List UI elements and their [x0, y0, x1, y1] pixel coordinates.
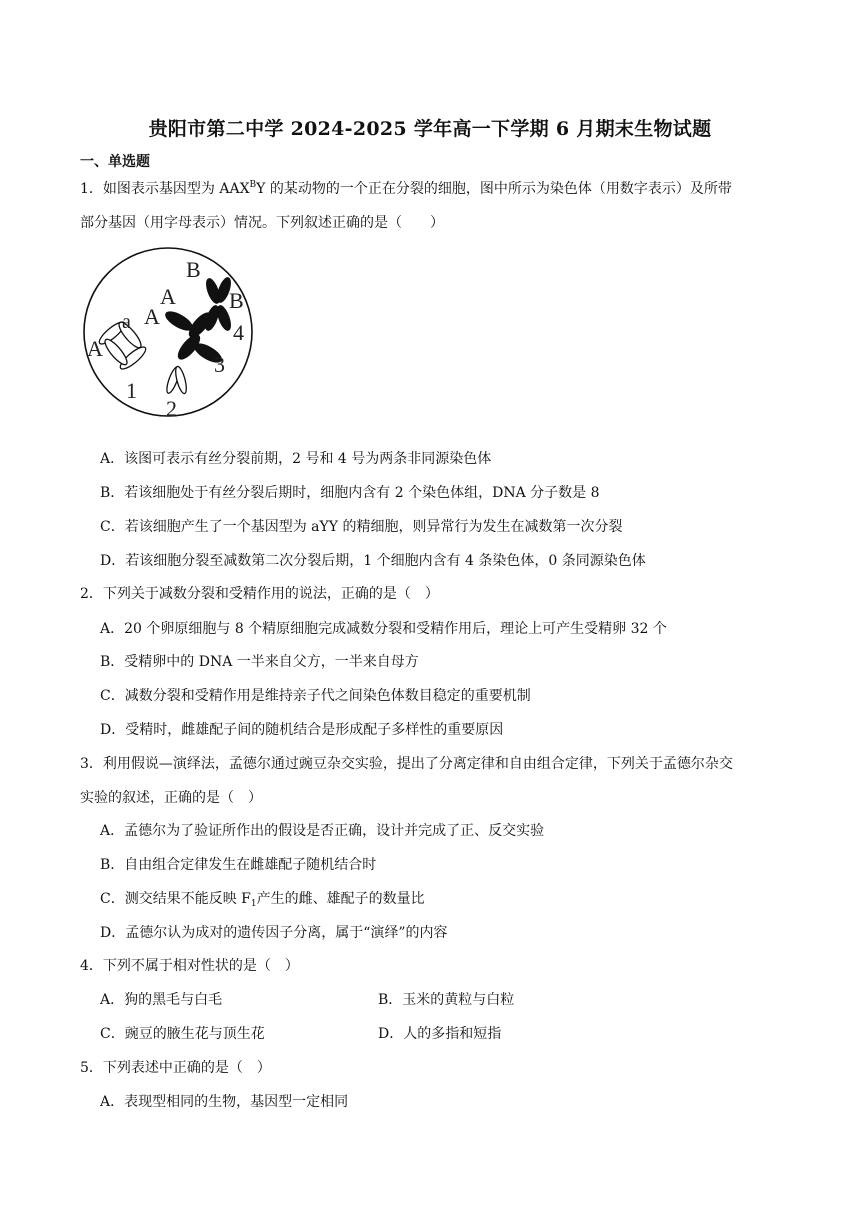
- q4-option-c: C．豌豆的腋生花与顶生花: [100, 1026, 265, 1042]
- q1-option-d: D．若该细胞分裂至减数第二次分裂后期，1 个细胞内含有 4 条染色体，0 条同源染色体: [100, 553, 646, 569]
- section-heading: 一、单选题: [80, 154, 150, 170]
- q2-option-d: D．受精时，雌雄配子间的随机结合是形成配子多样性的重要原因: [100, 722, 504, 738]
- q4-option-b: B．玉米的黄粒与白粒: [378, 992, 515, 1008]
- q5-stem: 5．下列表述中正确的是（ ）: [80, 1060, 271, 1076]
- allele-label-A-3: A: [160, 284, 176, 309]
- q3-stem-line1: 3．利用假说—演绎法，孟德尔通过豌豆杂交实验，提出了分离定律和自由组合定律，下列关于孟德尔杂交: [80, 756, 733, 772]
- chromosome-number-4: 4: [233, 320, 244, 345]
- q1-stem-part2: Y 的某动物的一个正在分裂的细胞，图中所示为染色体（用数字表示）及所带: [256, 181, 732, 197]
- q3-option-c-part2: 产生的雌、雄配子的数量比: [256, 891, 425, 907]
- chromosome-number-3: 3: [214, 352, 225, 377]
- q3-option-c-part1: C．测交结果不能反映 F: [100, 891, 251, 907]
- q1-option-b: B．若该细胞处于有丝分裂后期时，细胞内含有 2 个染色体组，DNA 分子数是 8: [100, 485, 600, 501]
- allele-label-A-2: A: [144, 304, 160, 329]
- q2-stem: 2．下列关于减数分裂和受精作用的说法，正确的是（ ）: [80, 586, 439, 602]
- page-title: 贵阳市第二中学 2024-2025 学年高一下学期 6 月期末生物试题: [148, 118, 712, 140]
- q1-stem-superscript: B: [249, 180, 257, 190]
- q3-option-b: B．自由组合定律发生在雌雄配子随机结合时: [100, 857, 377, 873]
- chromosome-number-1: 1: [126, 378, 137, 403]
- allele-label-A-1: A: [87, 336, 103, 361]
- q1-stem: [80, 180, 732, 198]
- q1-stem-part1: 1．如图表示基因型为 AAX: [80, 181, 250, 197]
- cell-division-figure: [78, 246, 268, 424]
- q4-option-d: D．人的多指和短指: [378, 1026, 502, 1042]
- q3-option-c: [100, 890, 425, 908]
- q3-option-a: A．孟德尔为了验证所作出的假设是否正确，设计并完成了正、反交实验: [100, 823, 545, 839]
- q4-stem: 4．下列不属于相对性状的是（ ）: [80, 958, 299, 974]
- q1-stem-line2: 部分基因（用字母表示）情况。下列叙述正确的是（ ）: [80, 215, 444, 231]
- q1-option-a: A．该图可表示有丝分裂前期，2 号和 4 号为两条非同源染色体: [100, 451, 492, 467]
- q2-option-a: A．20 个卵原细胞与 8 个精原细胞完成减数分裂和受精作用后，理论上可产生受精卵 32 个: [100, 621, 667, 637]
- allele-label-B-1: B: [186, 257, 201, 282]
- q5-option-a: A．表现型相同的生物，基因型一定相同: [100, 1094, 349, 1110]
- q3-option-c-subscript: 1: [250, 899, 257, 909]
- q2-option-b: B．受精卵中的 DNA 一半来自父方，一半来自母方: [100, 654, 419, 670]
- q3-option-d: D．孟德尔认为成对的遗传因子分离，属于“演绎”的内容: [100, 925, 448, 941]
- q4-option-a: A．狗的黑毛与白毛: [100, 992, 223, 1008]
- allele-label-B-2: B: [229, 288, 244, 313]
- allele-label-a: a: [122, 311, 131, 333]
- chromosome-2: [164, 365, 188, 394]
- q2-option-c: C．减数分裂和受精作用是维持亲子代之间染色体数目稳定的重要机制: [100, 688, 531, 704]
- q1-option-c: C．若该细胞产生了一个基因型为 aYY 的精细胞，则异常行为发生在减数第一次分裂: [100, 519, 623, 535]
- q3-stem-line2: 实验的叙述，正确的是（ ）: [80, 790, 262, 806]
- chromosome-number-2: 2: [166, 396, 177, 421]
